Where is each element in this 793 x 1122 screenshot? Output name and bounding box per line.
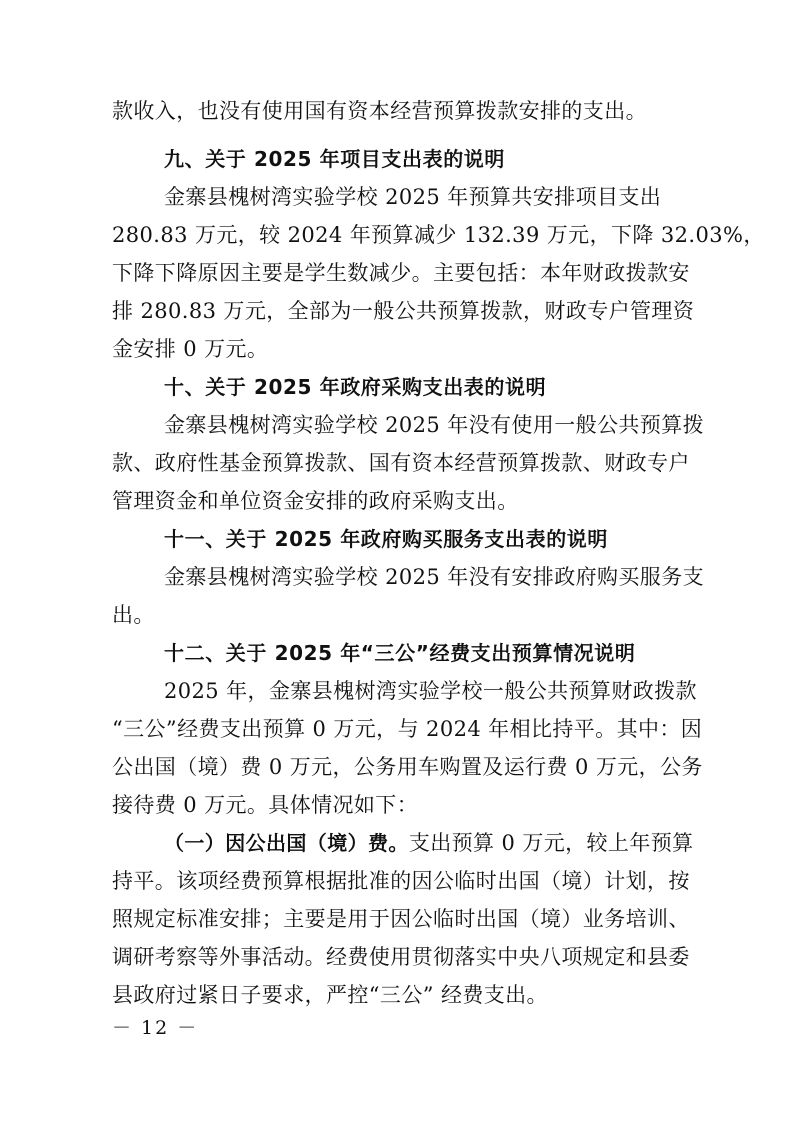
paragraph-line: 2025 年，金寨县槐树湾实验学校一般公共预算财政拨款: [164, 679, 697, 703]
section-heading-9: 九、关于 2025 年项目支出表的说明: [164, 147, 505, 171]
paragraph-line: 款收入，也没有使用国有资本经营预算拨款安排的支出。: [112, 99, 647, 123]
subsection-heading-1: （一）因公出国（境）费。: [164, 831, 409, 855]
paragraph-line: 管理资金和单位资金安排的政府采购支出。: [112, 489, 519, 513]
paragraph-line: 金安排 0 万元。: [112, 337, 269, 361]
paragraph-line: 调研考察等外事活动。经费使用贯彻落实中央八项规定和县委: [112, 945, 690, 969]
paragraph-line: 金寨县槐树湾实验学校 2025 年没有安排政府购买服务支: [164, 565, 704, 589]
paragraph-line: “三公”经费支出预算 0 万元，与 2024 年相比持平。其中：因: [112, 717, 703, 741]
paragraph-line: 排 280.83 万元，全部为一般公共预算拨款，财政专户管理资: [112, 299, 695, 323]
paragraph-line: 持平。该项经费预算根据批准的因公临时出国（境）计划，按: [112, 869, 690, 893]
paragraph-line: 金寨县槐树湾实验学校 2025 年预算共安排项目支出: [164, 185, 662, 209]
paragraph-line: 280.83 万元，较 2024 年预算减少 132.39 万元，下降 32.03%，: [112, 223, 765, 247]
subsection-line: [164, 828, 694, 858]
section-heading-12: 十二、关于 2025 年“三公”经费支出预算情况说明: [164, 641, 636, 665]
paragraph-line: 下降下降原因主要是学生数减少。主要包括：本年财政拨款安: [112, 261, 690, 285]
paragraph-line: 县政府过紧日子要求，严控“三公” 经费支出。: [112, 983, 548, 1007]
paragraph-line: 出。: [112, 603, 155, 627]
section-heading-10: 十、关于 2025 年政府采购支出表的说明: [164, 375, 547, 399]
paragraph-line: 金寨县槐树湾实验学校 2025 年没有使用一般公共预算拨: [164, 413, 704, 437]
paragraph-line: 接待费 0 万元。具体情况如下：: [112, 793, 419, 817]
paragraph-line: 公出国（境）费 0 万元，公务用车购置及运行费 0 万元，公务: [112, 755, 703, 779]
paragraph-line: 款、政府性基金预算拨款、国有资本经营预算拨款、财政专户: [112, 451, 690, 475]
section-heading-11: 十一、关于 2025 年政府购买服务支出表的说明: [164, 527, 608, 551]
paragraph-text: 支出预算 0 万元，较上年预算: [408, 831, 694, 855]
page-number: － 12 －: [112, 1017, 199, 1039]
paragraph-line: 照规定标准安排；主要是用于因公临时出国（境）业务培训、: [112, 907, 690, 931]
